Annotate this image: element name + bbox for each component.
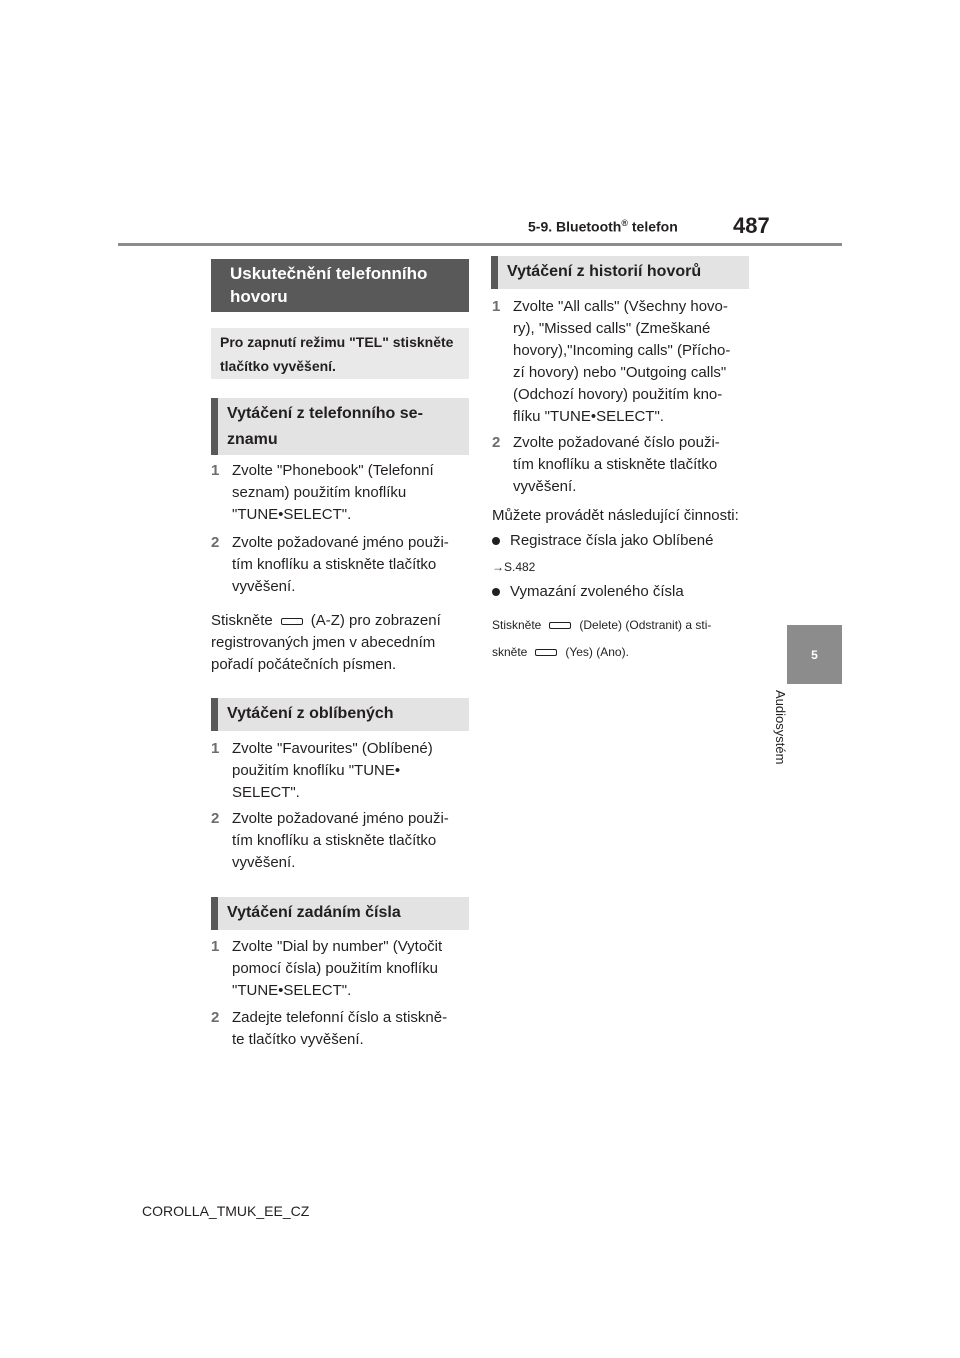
section-heading-call-history: Vytáčení z historií hovorů (491, 256, 749, 289)
step-2-call-history: 2 Zvolte požadované číslo použi- tím knoflíku a stiskněte tlačítko vyvěšení. (492, 434, 720, 495)
bullet-delete-number: Vymazání zvoleného čísla (492, 581, 762, 603)
actions-intro: Můžete provádět následující činnosti: (492, 507, 739, 524)
step-2-favourites: 2 Zvolte požadované jméno použi- tím knoflíku a stiskněte tlačítko vyvěšení. (211, 810, 449, 871)
section-heading-phonebook: Vytáčení z telefonního se-znamu (211, 398, 469, 455)
chapter-side-label: Audiosystém (773, 690, 788, 765)
step-1-phonebook: 1 Zvolte "Phonebook" (Telefonní seznam) použitím knoflíku "TUNE•SELECT". (211, 462, 434, 523)
section-heading-favourites: Vytáčení z oblíbených (211, 698, 469, 731)
button-icon (549, 622, 571, 629)
button-icon (535, 649, 557, 656)
header-rule (118, 243, 842, 246)
main-heading: Uskutečnění telefonního hovoru (211, 259, 469, 312)
section-title: 5-9. Bluetooth® telefon (528, 218, 678, 235)
bullet-register-favourite: Registrace čísla jako Oblíbené (492, 530, 762, 552)
page-number: 487 (733, 213, 770, 238)
phonebook-note: Stiskněte (A-Z) pro zobrazení registrovaných jmen v abecedním pořadí počátečních písmen. (211, 612, 441, 673)
document-code: COROLLA_TMUK_EE_CZ (142, 1203, 310, 1219)
step-1-favourites: 1 Zvolte "Favourites" (Oblíbené) použitím knoflíku "TUNE• SELECT". (211, 740, 433, 801)
section-heading-dial-number: Vytáčení zadáním čísla (211, 897, 469, 930)
step-2-dial-number: 2 Zadejte telefonní číslo a stiskně- te tlačítko vyvěšení. (211, 1009, 448, 1048)
bullet-icon (492, 588, 500, 596)
page-reference: →S.482 (492, 560, 536, 574)
step-1-call-history: 1 Zvolte "All calls" (Všechny hovo- ry), "Missed calls" (Zmeškané hovory),"Incoming calls" (Přícho- zí hovory) nebo "Outgoing calls" (Odchozí hovory) použitím kno- flíku "TUNE•SELECT". (492, 298, 731, 425)
chapter-tab: 5 (787, 625, 842, 684)
step-2-phonebook: 2 Zvolte požadované jméno použi- tím knoflíku a stiskněte tlačítko vyvěšení. (211, 534, 449, 595)
step-1-dial-number: 1 Zvolte "Dial by number" (Vytočit pomocí čísla) použitím knoflíku "TUNE•SELECT". (211, 938, 443, 999)
delete-note-line-2: skněte (Yes) (Ano). (492, 645, 629, 659)
button-icon (281, 618, 303, 625)
bullet-icon (492, 537, 500, 545)
delete-note-line-1: Stiskněte (Delete) (Odstranit) a sti- (492, 618, 712, 632)
note-box: Pro zapnutí režimu "TEL" stiskněte tlačítko vyvěšení. (211, 328, 469, 379)
